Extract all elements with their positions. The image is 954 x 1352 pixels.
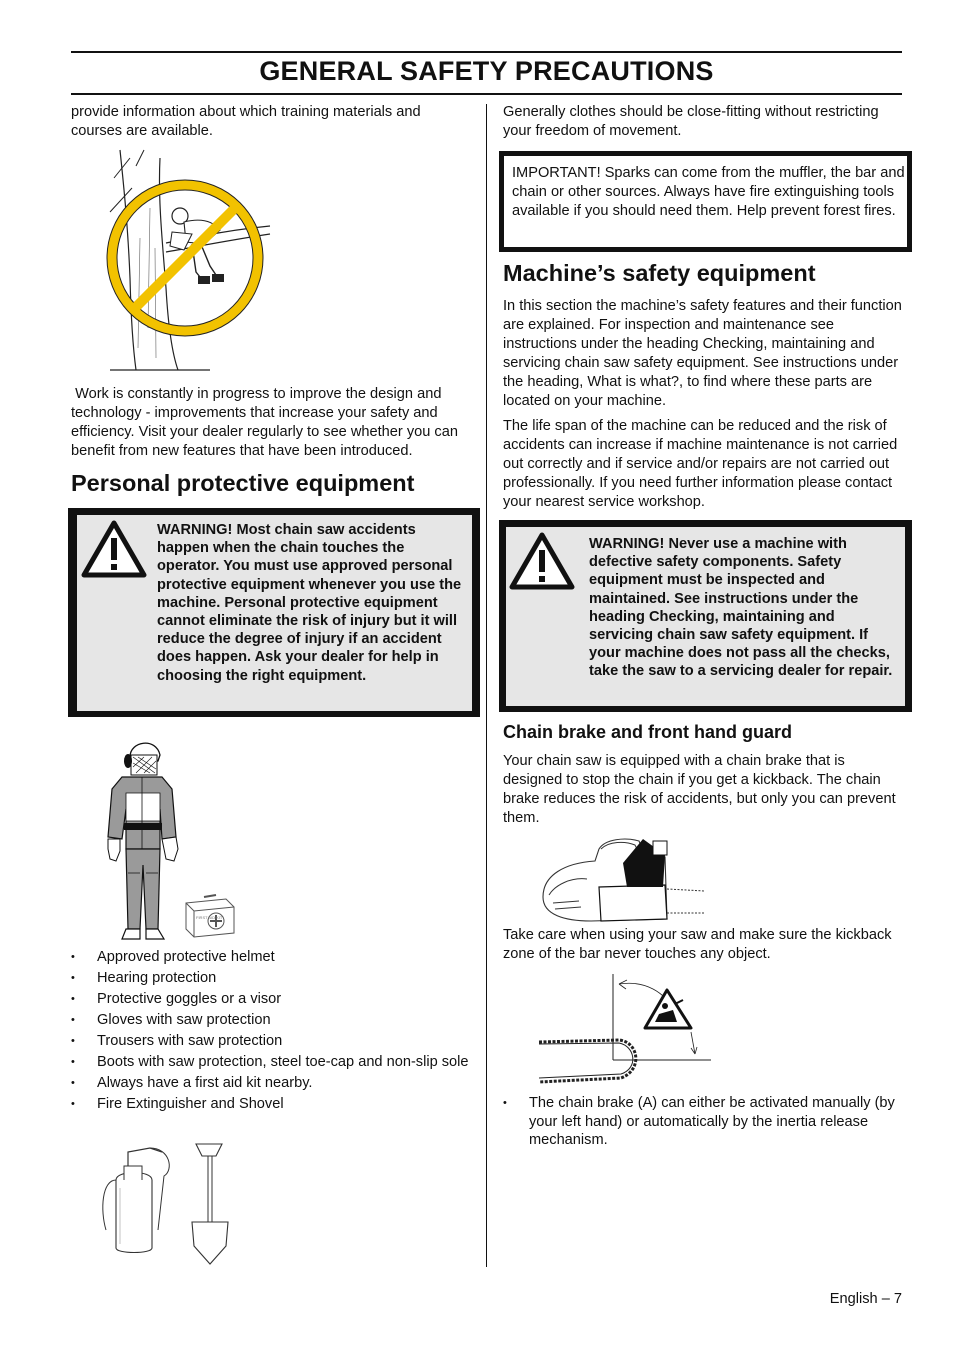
header-top-rule (71, 51, 902, 53)
list-item: • Hearing protection (71, 969, 475, 988)
page-footer: English – 7 (829, 1291, 902, 1307)
warning-triangle-icon (509, 532, 575, 590)
first-aid-kit-label: FIRST AID KIT (196, 915, 223, 920)
clothes-paragraph: Generally clothes should be close-fitting without restricting your freedom of movement. (503, 104, 879, 139)
intro-paragraph: provide information about which training materials and courses are available. (71, 104, 421, 139)
chain-brake-list (503, 1094, 905, 1152)
chain-brake-paragraph-1: Your chain saw is equipped with a chain brake that is designed to stop the chain if you get a kickback. The chain brake reduces the risk of accidents, but only you can prevent them. (503, 753, 896, 826)
machine-safety-heading: Machine’s safety equipment (503, 260, 816, 286)
ppe-list (71, 948, 475, 1116)
list-item: • Fire Extinguisher and Shovel (71, 1095, 475, 1114)
list-item: • Gloves with saw protection (71, 1011, 475, 1030)
list-item: • The chain brake (A) can either be activated manually (by your left hand) or automatically by the inertia release mechanism. (503, 1094, 905, 1150)
chainsaw-illustration (535, 835, 710, 927)
column-divider (486, 104, 487, 1267)
ppe-warning-box (68, 508, 480, 717)
kickback-zone-illustration (535, 970, 715, 1090)
machine-warning-text: WARNING! Never use a machine with defective safety components. Safety equipment must be inspected and maintained. See instructions under the heading Checking, maintaining and servicing chain saw safety equipment. If your machine does not pass all the checks, take the saw to a servicing dealer for repair. (589, 536, 893, 680)
list-item: • Trousers with saw protection (71, 1032, 475, 1051)
ppe-warning-text: WARNING! Most chain saw accidents happen when the chain touches the operator. You must use approved personal protective equipment whenever you use the machine. Personal protective equipment cannot eliminate the risk of injury but it will reduce the degree of injury if an accident does happen. Ask your dealer for help in choosing the right equipment. (157, 522, 462, 684)
list-item: • Boots with saw protection, steel toe-cap and non-slip sole (71, 1053, 475, 1072)
extinguisher-shovel-illustration (98, 1140, 248, 1268)
important-text: IMPORTANT! Sparks can come from the muffler, the bar and chain or other sources. Always have fire extinguishing tools available if you should need them. Help prevent forest fires. (512, 165, 905, 219)
chain-brake-heading: Chain brake and front hand guard (503, 722, 793, 742)
machine-safety-paragraph-1: In this section the machine’s safety features and their function are explained. For inspection and maintenance see instructions under the heading Checking, maintaining and servicing chain saw safety equipment. See instructions under the heading, What is what?, to find where these parts are located on your machine. (503, 298, 902, 409)
no-climbing-illustration (100, 148, 300, 378)
machine-warning-box (499, 520, 912, 712)
work-progress-paragraph: Work is constantly in progress to improve the design and technology - improvements that increase your safety and efficiency. Visit your dealer regularly to see whether you can benefit from new features that have been introduced. (71, 386, 463, 459)
ppe-heading: Personal protective equipment (71, 470, 415, 496)
page-title: GENERAL SAFETY PRECAUTIONS (259, 56, 714, 86)
list-item: • Always have a first aid kit nearby. (71, 1074, 475, 1093)
chain-brake-paragraph-2: Take care when using your saw and make sure the kickback zone of the bar never touches any object. (503, 927, 892, 962)
machine-safety-paragraph-2: The life span of the machine can be reduced and the risk of accidents can increase if machine maintenance is not carried out correctly and if service and/or repairs are not carried out professionally. If you need further information please contact your nearest service workshop. (503, 418, 898, 510)
header-bottom-rule (71, 93, 902, 95)
list-item: • Approved protective helmet (71, 948, 475, 967)
list-item: • Protective goggles or a visor (71, 990, 475, 1009)
warning-triangle-icon (81, 520, 147, 578)
ppe-person-illustration (100, 733, 240, 945)
important-box (499, 151, 912, 252)
